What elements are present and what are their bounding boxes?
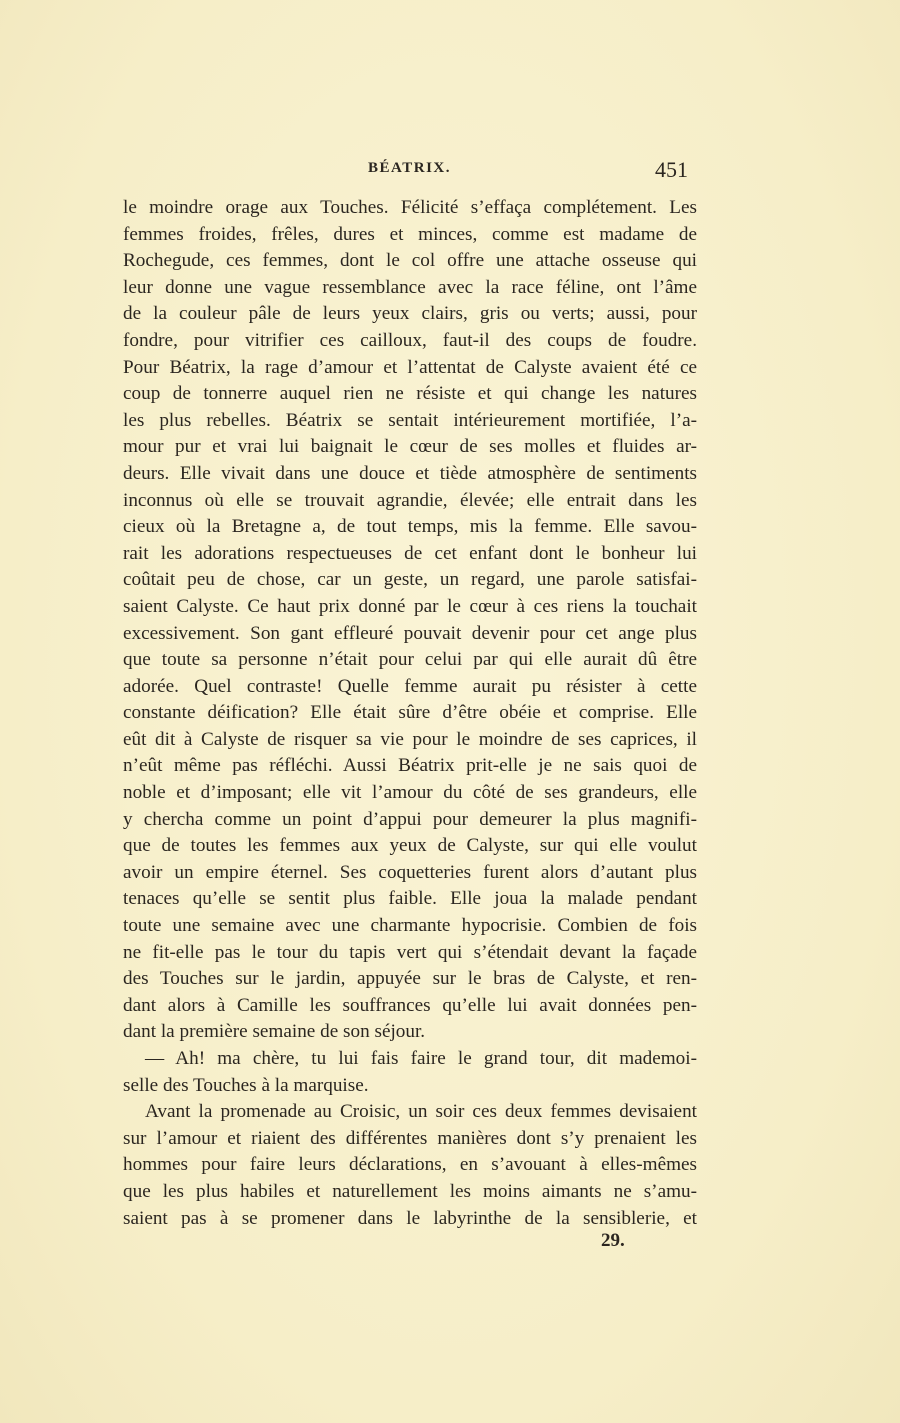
text-line: les plus rebelles. Béatrix se sentait intérieurement mortifiée, l’a- [123,409,697,431]
text-line: fondre, pour vitrifier ces cailloux, faut-il des coups de foudre. [123,329,697,351]
text-line: excessivement. Son gant effleuré pouvait devenir pour cet ange plus [123,622,697,644]
text-line: que de toutes les femmes aux yeux de Calyste, sur qui elle voulut [123,835,697,857]
page-number: 451 [655,157,688,182]
running-title: BÉATRIX. [368,160,451,176]
text-line: des Touches sur le jardin, appuyée sur le bras de Calyste, et ren- [123,968,697,990]
text-line: eût dit à Calyste de risquer sa vie pour le moindre de ses caprices, il [123,728,697,750]
body-text [123,195,697,1232]
text-line: deurs. Elle vivait dans une douce et tiède atmosphère de sentiments [123,462,697,484]
text-line: saient pas à se promener dans le labyrinthe de la sensiblerie, et [123,1207,697,1229]
text-line: coûtait peu de chose, car un geste, un regard, une parole satisfai- [123,569,697,591]
text-line: leur donne une vague ressemblance avec la race féline, ont l’âme [123,276,697,298]
text-line: constante déification? Elle était sûre d’être obéie et comprise. Elle [123,702,697,724]
text-line: y chercha comme un point d’appui pour demeurer la plus magnifi- [123,808,697,830]
text-line: dant la première semaine de son séjour. [123,1021,426,1043]
text-line: ne fit-elle pas le tour du tapis vert qui s’étendait devant la façade [123,941,697,963]
text-line: selle des Touches à la marquise. [123,1074,369,1096]
text-line: noble et d’imposant; elle vit l’amour du côté de ses grandeurs, elle [123,782,697,804]
text-line: hommes pour faire leurs déclarations, en s’avouant à elles-mêmes [123,1154,697,1176]
text-line: dant alors à Camille les souffrances qu’elle lui avait données pen- [123,994,697,1016]
text-line: Rochegude, ces femmes, dont le col offre une attache osseuse qui [123,250,697,272]
text-line: n’eût même pas réfléchi. Aussi Béatrix prit-elle je ne sais quoi de [123,755,697,777]
text-line: saient Calyste. Ce haut prix donné par le cœur à ces riens la touchait [123,595,697,617]
text-line: rait les adorations respectueuses de cet enfant dont le bonheur lui [123,542,697,564]
text-line: Avant la promenade au Croisic, un soir ces deux femmes devisaient [145,1101,697,1123]
signature-mark: 29. [601,1230,625,1251]
text-line: sur l’amour et riaient des différentes manières dont s’y prenaient les [123,1127,697,1149]
text-line: mour pur et vrai lui baignait le cœur de ses molles et fluides ar- [123,436,697,458]
text-line: Pour Béatrix, la rage d’amour et l’attentat de Calyste avaient été ce [123,356,697,378]
text-line: toute une semaine avec une charmante hypocrisie. Combien de fois [123,915,697,937]
text-line: tenaces qu’elle se sentit plus faible. Elle joua la malade pendant [123,888,697,910]
text-line: femmes froides, frêles, dures et minces, comme est madame de [123,223,697,245]
text-line: coup de tonnerre auquel rien ne résiste et qui change les natures [123,383,697,405]
text-line: que toute sa personne n’était pour celui par qui elle aurait dû être [123,649,697,671]
text-line: cieux où la Bretagne a, de tout temps, mis la femme. Elle savou- [123,516,697,538]
text-line: de la couleur pâle de leurs yeux clairs, gris ou verts; aussi, pour [123,303,697,325]
text-line: le moindre orage aux Touches. Félicité s’effaça complétement. Les [123,197,697,218]
text-line: avoir un empire éternel. Ses coquetteries furent alors d’autant plus [123,861,697,883]
text-line: — Ah! ma chère, tu lui fais faire le grand tour, dit mademoi- [145,1048,697,1069]
text-line: adorée. Quel contraste! Quelle femme aurait pu résister à cette [123,675,697,697]
text-line: que les plus habiles et naturellement les moins aimants ne s’amu- [123,1180,697,1202]
text-line: inconnus où elle se trouvait agrandie, élevée; elle entrait dans les [123,489,697,511]
